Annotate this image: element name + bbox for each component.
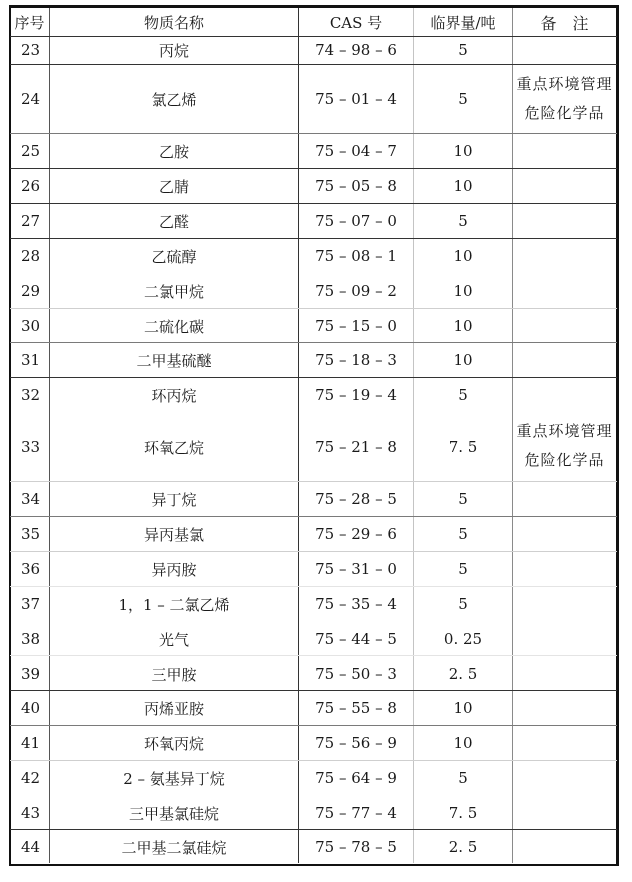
row-seq: 29: [21, 282, 41, 300]
row-cas: 75 – 44 – 5: [315, 630, 397, 648]
row-name: 二甲基硫醚: [136, 351, 212, 370]
row-cas: 75 – 19 – 4: [315, 386, 397, 404]
row-threshold: 10: [453, 317, 473, 335]
row-threshold: 2. 5: [448, 838, 478, 856]
row-name: 光气: [158, 630, 189, 649]
row-seq: 23: [21, 41, 41, 59]
row-threshold: 10: [453, 247, 473, 265]
row-seq: 33: [21, 438, 41, 456]
row-threshold: 10: [453, 734, 473, 752]
row-seq: 38: [21, 630, 41, 648]
row-cas: 75 – 35 – 4: [315, 595, 397, 613]
row-name: 氯乙烯: [151, 90, 197, 109]
remark-line-1: 重点环境管理: [516, 75, 613, 93]
row-line: [10, 516, 617, 517]
row-name: 乙腈: [158, 177, 189, 196]
header-name: 物质名称: [143, 13, 204, 32]
row-threshold: 5: [458, 41, 468, 59]
row-line: [10, 760, 617, 761]
row-cas: 75 – 56 – 9: [315, 734, 397, 752]
row-name: 二氯甲烷: [143, 282, 204, 301]
row-threshold: 5: [458, 90, 468, 108]
row-threshold: 10: [453, 699, 473, 717]
row-line: [10, 655, 617, 656]
row-cas: 75 – 50 – 3: [315, 665, 397, 683]
remark-line-2: 危险化学品: [524, 104, 605, 122]
row-name: 三甲胺: [151, 665, 197, 684]
header-threshold: 临界量/吨: [430, 13, 496, 32]
row-seq: 37: [21, 595, 41, 613]
remark-line-2: 危险化学品: [524, 451, 605, 469]
header-cas: CAS 号: [329, 13, 383, 32]
row-seq: 28: [21, 247, 41, 265]
header-seq: 序号: [14, 13, 45, 32]
row-name: 丙烷: [158, 41, 189, 60]
row-threshold: 7. 5: [448, 804, 478, 822]
row-cas: 75 – 08 – 1: [315, 247, 397, 265]
remark-line-1: 重点环境管理: [516, 422, 613, 440]
remark-cell: [513, 65, 616, 133]
row-seq: 35: [21, 525, 41, 543]
row-threshold: 0. 25: [443, 630, 483, 648]
row-threshold: 2. 5: [448, 665, 478, 683]
row-cas: 75 – 28 – 5: [315, 490, 397, 508]
row-seq: 41: [21, 734, 41, 752]
row-name: 异丙胺: [151, 560, 197, 579]
row-name: 乙胺: [158, 142, 189, 161]
row-name: 环氧乙烷: [143, 438, 204, 457]
row-name: 乙硫醇: [151, 247, 197, 266]
row-threshold: 10: [453, 282, 473, 300]
row-threshold: 10: [453, 351, 473, 369]
remark-cell: [513, 412, 616, 480]
row-seq: 26: [21, 177, 41, 195]
row-seq: 27: [21, 212, 41, 230]
row-name: 环氧丙烷: [143, 734, 204, 753]
row-threshold: 10: [453, 142, 473, 160]
row-name: 异丁烷: [151, 490, 197, 509]
row-threshold: 5: [458, 595, 468, 613]
row-line: [10, 133, 617, 134]
row-name: 1，1 – 二氯乙烯: [118, 595, 230, 614]
row-cas: 75 – 05 – 8: [315, 177, 397, 195]
row-seq: 25: [21, 142, 41, 160]
row-cas: 75 – 77 – 4: [315, 804, 397, 822]
row-line: [10, 203, 617, 204]
row-line: [10, 829, 617, 830]
row-name: 乙醛: [158, 212, 189, 231]
row-line: [10, 725, 617, 726]
row-threshold: 10: [453, 177, 473, 195]
row-cas: 75 – 07 – 0: [315, 212, 397, 230]
row-line: [10, 551, 617, 552]
row-seq: 24: [21, 90, 41, 108]
row-seq: 42: [21, 769, 41, 787]
row-cas: 75 – 09 – 2: [315, 282, 397, 300]
row-cas: 75 – 31 – 0: [315, 560, 397, 578]
row-cas: 75 – 01 – 4: [315, 90, 397, 108]
row-line: [10, 168, 617, 169]
row-line: [10, 342, 617, 343]
row-name: 二甲基二氯硅烷: [121, 838, 227, 857]
row-seq: 40: [21, 699, 41, 717]
row-cas: 74 – 98 – 6: [315, 41, 397, 59]
row-cas: 75 – 21 – 8: [315, 438, 397, 456]
row-threshold: 5: [458, 769, 468, 787]
row-threshold: 7. 5: [448, 438, 478, 456]
row-cas: 75 – 04 – 7: [315, 142, 397, 160]
row-name: 异丙基氯: [143, 525, 204, 544]
row-cas: 75 – 78 – 5: [315, 838, 397, 856]
row-cas: 75 – 55 – 8: [315, 699, 397, 717]
row-seq: 44: [21, 838, 41, 856]
row-seq: 32: [21, 386, 41, 404]
row-line: [10, 690, 617, 691]
row-threshold: 5: [458, 386, 468, 404]
row-line: [10, 586, 617, 587]
row-line: [10, 481, 617, 482]
row-line: [10, 377, 617, 378]
header-remark: 备 注: [540, 13, 589, 33]
row-cas: 75 – 29 – 6: [315, 525, 397, 543]
row-cas: 75 – 18 – 3: [315, 351, 397, 369]
row-threshold: 5: [458, 560, 468, 578]
row-name: 二硫化碳: [143, 317, 204, 336]
row-name: 环丙烷: [151, 386, 197, 405]
row-seq: 34: [21, 490, 41, 508]
row-cas: 75 – 64 – 9: [315, 769, 397, 787]
row-threshold: 5: [458, 490, 468, 508]
row-seq: 36: [21, 560, 41, 578]
row-seq: 30: [21, 317, 41, 335]
row-threshold: 5: [458, 212, 468, 230]
row-cas: 75 – 15 – 0: [315, 317, 397, 335]
row-line: [10, 308, 617, 309]
row-name: 丙烯亚胺: [143, 699, 204, 718]
row-seq: 39: [21, 665, 41, 683]
row-threshold: 5: [458, 525, 468, 543]
row-seq: 31: [21, 351, 41, 369]
row-name: 三甲基氯硅烷: [128, 804, 219, 823]
row-line: [10, 238, 617, 239]
row-seq: 43: [21, 804, 41, 822]
row-name: 2 – 氨基异丁烷: [123, 769, 225, 788]
